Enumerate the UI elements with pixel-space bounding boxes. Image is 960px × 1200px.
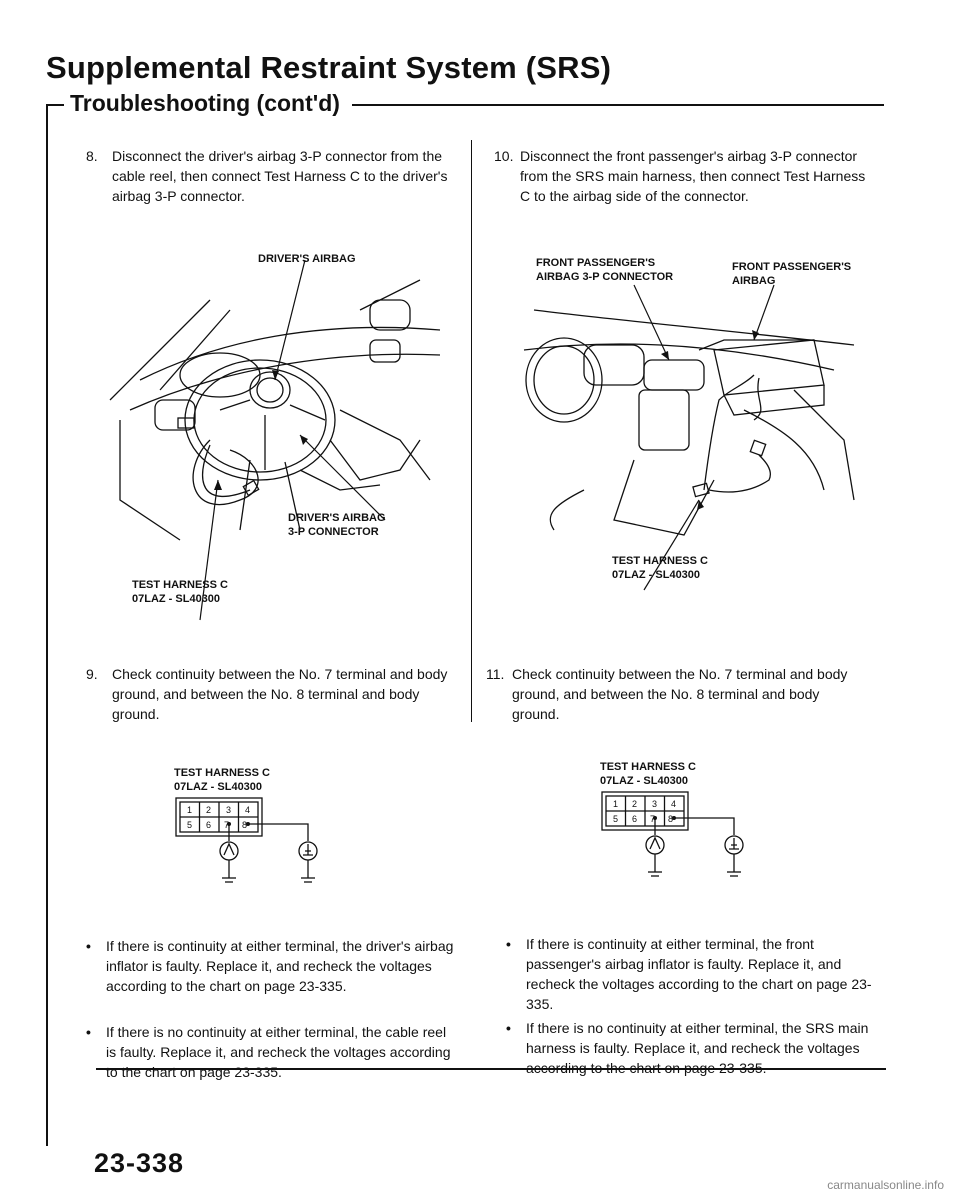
step-number: 8. <box>86 148 98 164</box>
pin-1: 1 <box>613 799 619 809</box>
step-text: Disconnect the driver's airbag 3-P connector from the cable reel, then connect Test Harness C to the driver's airbag 3-P connector. <box>112 148 448 204</box>
passenger-airbag-illustration <box>524 290 864 560</box>
label-drivers-airbag: DRIVER'S AIRBAG <box>258 253 356 265</box>
pin-6: 6 <box>206 820 212 830</box>
label-test-harness-line2: 07LAZ - SL40300 <box>132 593 221 605</box>
pin-7: 7 <box>650 814 656 824</box>
connector-label-line2: 07LAZ - SL40300 <box>174 781 263 793</box>
label-connector-line2: AIRBAG 3-P CONNECTOR <box>536 271 674 283</box>
pin-3: 3 <box>652 799 658 809</box>
pin-5: 5 <box>187 820 193 830</box>
bullet-dot: • <box>506 1020 511 1036</box>
pin-8: 8 <box>668 814 674 824</box>
pin-1: 1 <box>187 805 193 815</box>
pin-4: 4 <box>671 799 677 809</box>
pin-2: 2 <box>632 799 638 809</box>
pin-3: 3 <box>226 805 232 815</box>
pin-2: 2 <box>206 805 212 815</box>
watermark: carmanualsonline.info <box>827 1178 944 1192</box>
connector-continuity-diagram <box>174 796 324 906</box>
label-test-harness-line1: TEST HARNESS C <box>612 555 708 567</box>
section-subtitle: Troubleshooting (cont'd) <box>70 90 340 116</box>
pin-5: 5 <box>613 814 619 824</box>
bullet-text: If there is continuity at either terminal, the front passenger's airbag inflator is faulty. Replace it, and recheck the voltages according to the chart on page 23-335. <box>526 936 872 1012</box>
pin-8: 8 <box>242 820 248 830</box>
label-connector-line1: DRIVER'S AIRBAG <box>288 512 386 524</box>
label-connector-line1: FRONT PASSENGER'S <box>536 257 656 269</box>
column-divider <box>471 140 472 722</box>
step-text: Disconnect the front passenger's airbag 3-P connector from the SRS main harness, then connect Test Harness C to the airbag side of the connector. <box>520 148 866 204</box>
label-test-harness-line1: TEST HARNESS C <box>132 579 228 591</box>
driver-airbag-illustration <box>100 240 460 620</box>
bullet-dot: • <box>86 1024 91 1040</box>
bullet-text: If there is continuity at either terminal, the driver's airbag inflator is faulty. Replace it, and recheck the voltages according to the chart on page 23-335. <box>106 938 454 994</box>
step-text: Check continuity between the No. 7 terminal and body ground, and between the No. 8 terminal and body ground. <box>512 666 848 722</box>
step-text: Check continuity between the No. 7 terminal and body ground, and between the No. 8 terminal and body ground. <box>112 666 448 722</box>
label-test-harness-line2: 07LAZ - SL40300 <box>612 569 701 581</box>
page-title: Supplemental Restraint System (SRS) <box>46 50 612 85</box>
label-passenger-airbag-line1: FRONT PASSENGER'S <box>732 261 852 273</box>
page-number: 23-338 <box>94 1148 185 1178</box>
pin-4: 4 <box>245 805 251 815</box>
label-connector-line2: 3-P CONNECTOR <box>288 526 379 538</box>
connector-label-line1: TEST HARNESS C <box>600 761 696 773</box>
bullet-dot: • <box>506 936 511 952</box>
bullet-text: If there is no continuity at either terminal, the SRS main harness is faulty. Replace it, and recheck the voltages according to the chart on page 23-335. <box>526 1020 869 1076</box>
pin-6: 6 <box>632 814 638 824</box>
step-number: 9. <box>86 666 98 682</box>
bullet-dot: • <box>86 938 91 954</box>
bullet-text: If there is no continuity at either terminal, the cable reel is faulty. Replace it, and recheck the voltages according to the chart on page 23-335. <box>106 1024 451 1080</box>
label-passenger-airbag-line2: AIRBAG <box>732 275 776 287</box>
connector-continuity-diagram <box>600 790 750 900</box>
step-number: 11. <box>486 666 505 682</box>
step-number: 10. <box>494 148 514 164</box>
frame-top-rule <box>46 104 64 106</box>
connector-label-line1: TEST HARNESS C <box>174 767 270 779</box>
frame-left-rule <box>46 104 48 1146</box>
subtitle-rule <box>352 104 884 106</box>
pin-7: 7 <box>224 820 230 830</box>
connector-label-line2: 07LAZ - SL40300 <box>600 775 689 787</box>
